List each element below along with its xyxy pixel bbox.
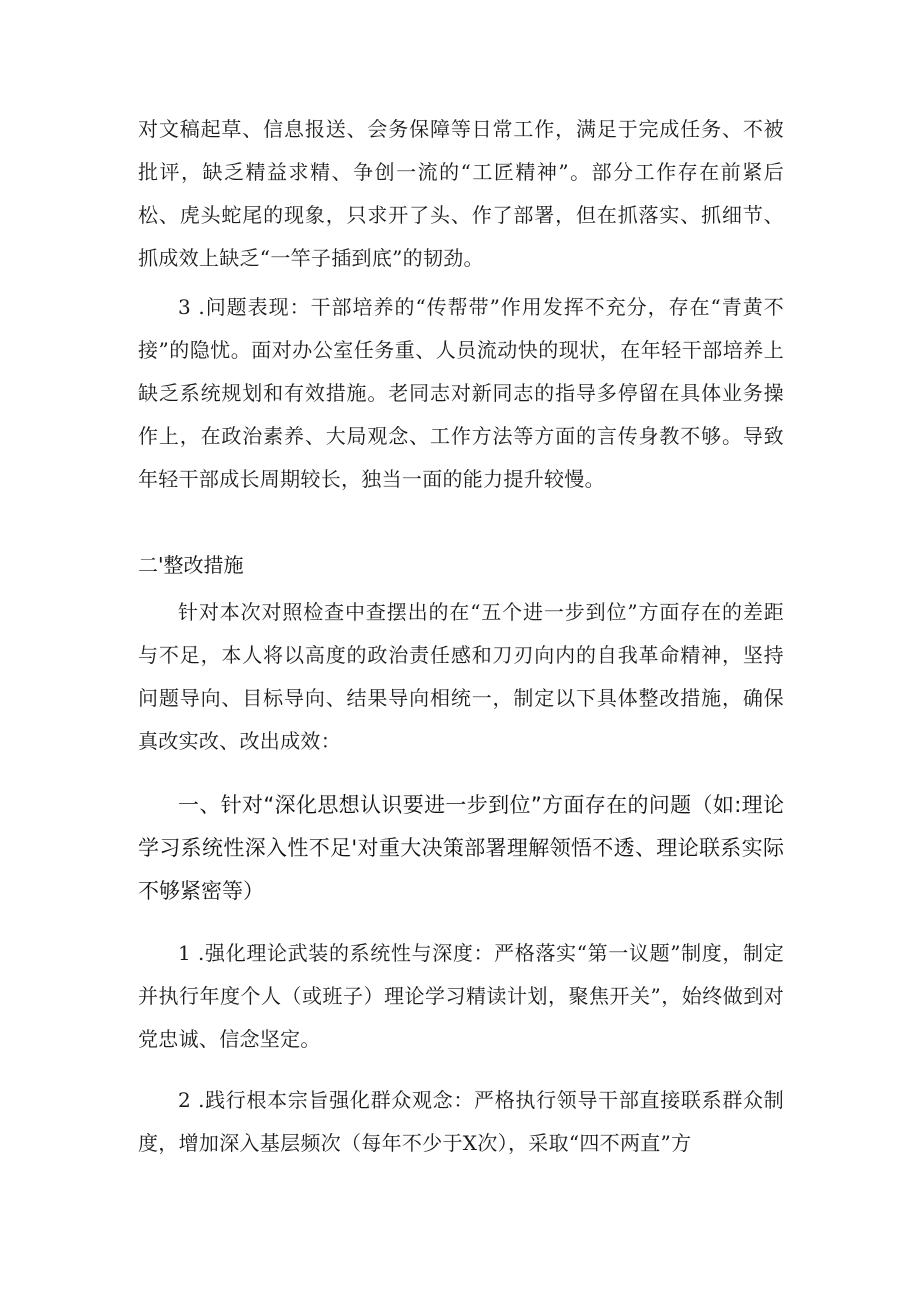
sub-heading-1: 一、针对“深化思想认识要进一步到位”方面存在的问题（如:理论学习系统性深入性不足'对重大决策部署理解领悟不透、理论联系实际不够紧密等） xyxy=(138,793,784,903)
paragraph-intro: 针对本次对照检查中查摆出的在“五个进一步到位”方面存在的差距与不足，本人将以高度的政治责任感和刀刃向内的自我革命精神，坚持问题导向、目标导向、结果导向相统一，制定以下具体整改措施，确保真改实改、改出成效： xyxy=(138,600,784,753)
paragraph-measure-2: 2 .践行根本宗旨强化群众观念：严格执行领导干部直接联系群众制度，增加深入基层频次（每年不少于X次），采取“四不两直”方 xyxy=(138,1088,784,1155)
section-heading-rectification: 二'整改措施 xyxy=(138,553,244,577)
paragraph-continued: 对文稿起草、信息报送、会务保障等日常工作，满足于完成任务、不被批评，缺乏精益求精、争创一流的“工匠精神”。部分工作存在前紧后松、虎头蛇尾的现象，只求开了头、作了部署，但在抓落实、抓细节、抓成效上缺乏“一竿子插到底”的韧劲。 xyxy=(138,117,784,270)
paragraph-measure-1: 1 .强化理论武装的系统性与深度：严格落实“第一议题”制度，制定并执行年度个人（或班子）理论学习精读计划，聚焦开关”，始终做到对党忠诚、信念坚定。 xyxy=(138,941,784,1051)
paragraph-issue-3: 3 .问题表现：干部培养的“传帮带”作用发挥不充分，存在“青黄不接”的隐忧。面对办公室任务重、人员流动快的现状，在年轻干部培养上缺乏系统规划和有效措施。老同志对新同志的指导多停留在具体业务操作上，在政治素养、大局观念、工作方法等方面的言传身教不够。导致年轻干部成长周期较长，独当一面的能力提升较慢。 xyxy=(138,295,784,491)
